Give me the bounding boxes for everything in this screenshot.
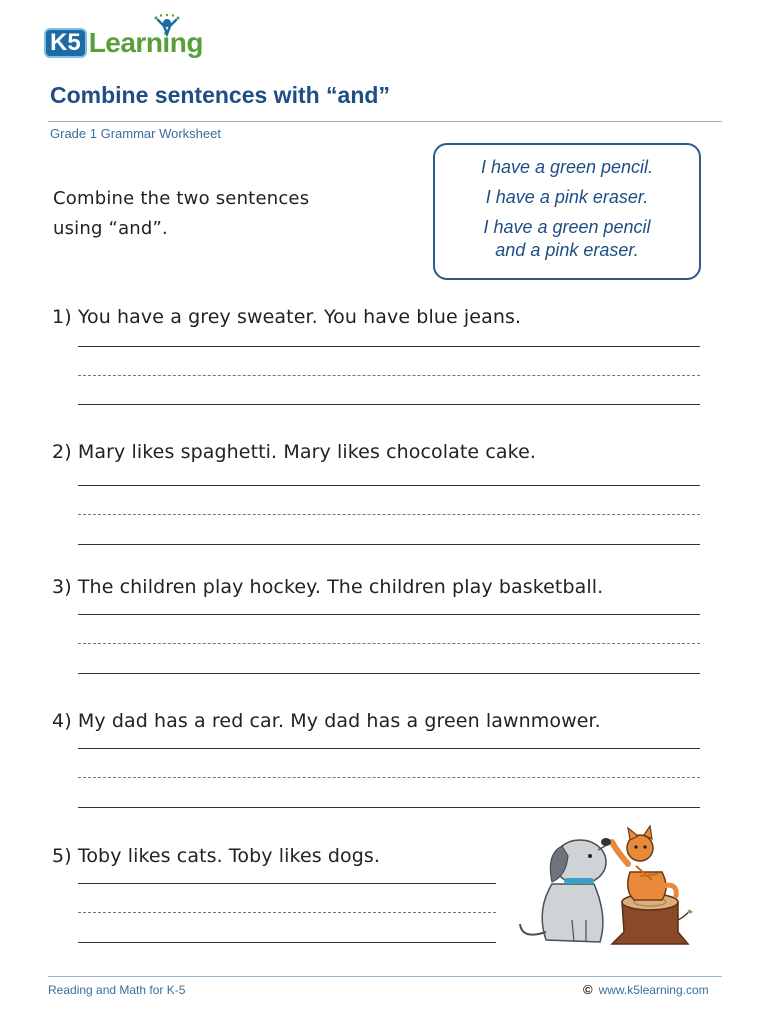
instructions-line-1: Combine the two sentences xyxy=(53,188,310,209)
question-2 xyxy=(52,441,536,463)
answer-line-top[interactable] xyxy=(78,883,496,884)
answer-line-mid[interactable] xyxy=(78,643,700,644)
answer-line-bottom[interactable] xyxy=(78,942,496,943)
answer-line-bottom[interactable] xyxy=(78,673,700,674)
answer-line-mid[interactable] xyxy=(78,777,700,778)
question-number: 1) xyxy=(52,306,72,328)
example-box xyxy=(433,143,701,280)
question-text: My dad has a red car. My dad has a green lawnmower. xyxy=(77,710,601,732)
footer-url[interactable]: www.k5learning.com xyxy=(598,983,709,997)
footer-website xyxy=(583,982,709,997)
logo-badge: K5 xyxy=(44,28,87,58)
worksheet-subtitle: Grade 1 Grammar Worksheet xyxy=(50,126,221,141)
copyright-icon: © xyxy=(583,982,593,997)
question-1 xyxy=(52,306,521,328)
logo-figure-icon xyxy=(150,14,184,40)
instructions-line-2: using “and”. xyxy=(53,218,168,239)
dog-and-cat-illustration xyxy=(512,820,702,950)
logo-wordmark: Learning xyxy=(88,27,203,58)
question-text: You have a grey sweater. You have blue jeans. xyxy=(77,306,522,328)
answer-line-mid[interactable] xyxy=(78,912,496,913)
question-4 xyxy=(52,710,601,732)
example-combined-line-1: I have a green pencil xyxy=(483,217,651,237)
question-number: 4) xyxy=(52,710,72,732)
answer-line-mid[interactable] xyxy=(78,375,700,376)
k5-learning-logo xyxy=(44,14,203,58)
dog-icon xyxy=(520,838,611,942)
answer-line-top[interactable] xyxy=(78,346,700,347)
tree-stump-icon xyxy=(612,894,693,944)
answer-line-top[interactable] xyxy=(78,748,700,749)
question-5 xyxy=(52,845,380,867)
answer-line-top[interactable] xyxy=(78,485,700,486)
answer-line-mid[interactable] xyxy=(78,514,700,515)
example-sentence-2: I have a pink eraser. xyxy=(485,187,649,207)
page-title: Combine sentences with “and” xyxy=(50,82,390,108)
example-sentence-1: I have a green pencil. xyxy=(480,157,654,177)
answer-line-bottom[interactable] xyxy=(78,404,700,405)
footer-tagline: Reading and Math for K-5 xyxy=(48,983,186,997)
instructions xyxy=(53,184,309,244)
question-number: 3) xyxy=(52,576,72,598)
cat-icon xyxy=(612,826,676,900)
question-text: The children play hockey. The children play basketball. xyxy=(77,576,604,598)
question-number: 5) xyxy=(52,845,72,867)
answer-line-bottom[interactable] xyxy=(78,807,700,808)
example-combined-line-2: and a pink eraser. xyxy=(495,240,639,260)
answer-line-top[interactable] xyxy=(78,614,700,615)
question-text: Toby likes cats. Toby likes dogs. xyxy=(77,845,381,867)
header-divider xyxy=(48,121,722,122)
footer-divider xyxy=(48,976,722,977)
question-number: 2) xyxy=(52,441,72,463)
answer-line-bottom[interactable] xyxy=(78,544,700,545)
question-text: Mary likes spaghetti. Mary likes chocolate cake. xyxy=(77,441,537,463)
question-3 xyxy=(52,576,603,598)
